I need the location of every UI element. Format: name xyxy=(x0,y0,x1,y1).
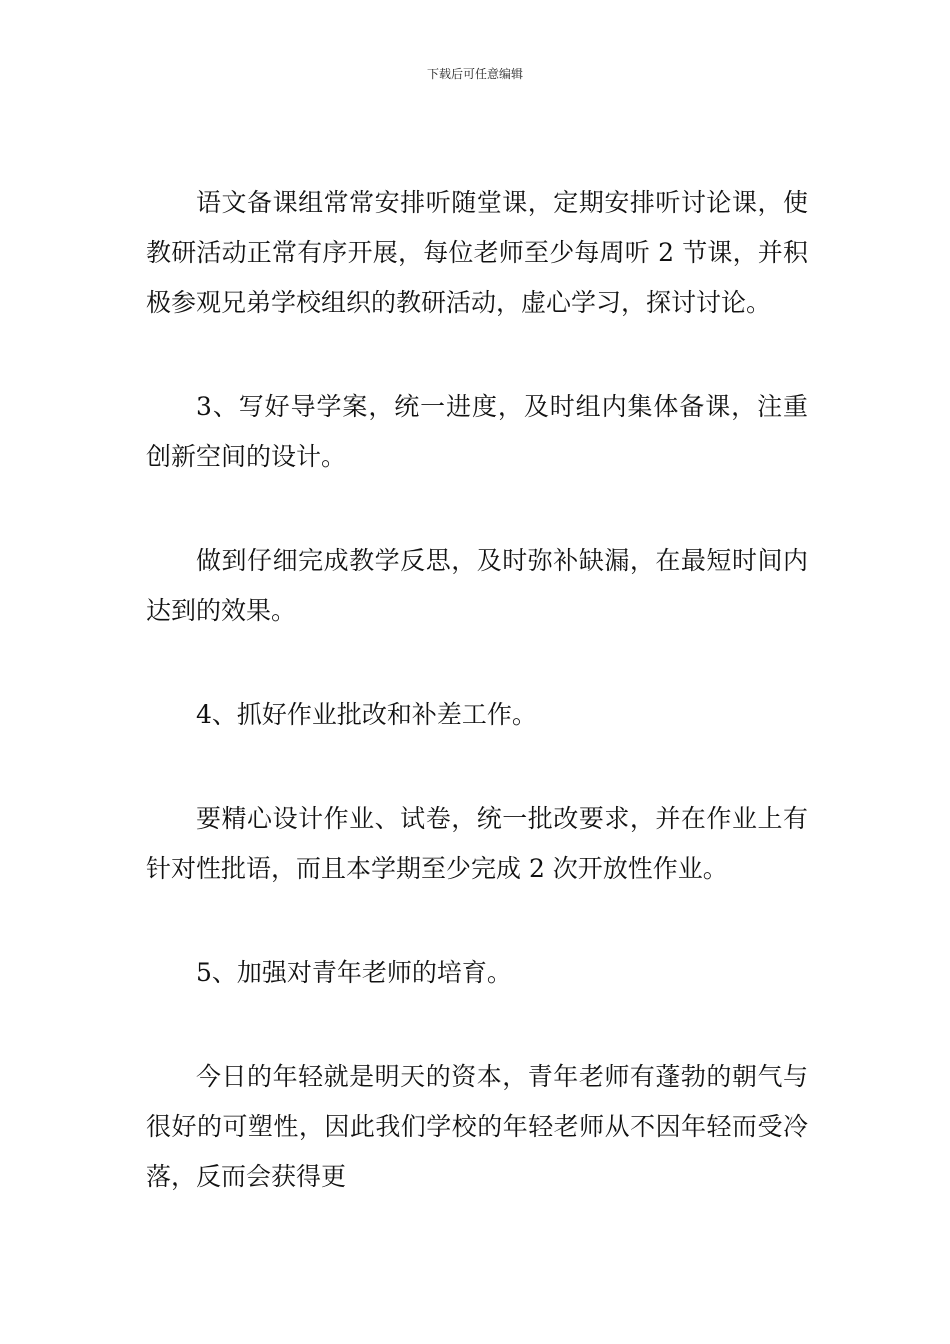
paragraph-6: 5、加强对青年老师的培育。 xyxy=(196,958,512,987)
document-body xyxy=(146,178,808,1202)
page-header: 下载后可任意编辑 xyxy=(426,67,523,81)
paragraph-3: 做到仔细完成教学反思，及时弥补缺漏，在最短时间内达到的效果。 xyxy=(146,546,808,625)
paragraph-2: 3、写好导学案，统一进度，及时组内集体备课，注重创新空间的设计。 xyxy=(146,392,808,471)
paragraph-4: 4、抓好作业批改和补差工作。 xyxy=(196,700,537,729)
paragraph-1: 语文备课组常常安排听随堂课，定期安排听讨论课，使教研活动正常有序开展，每位老师至少每周听 2 节课，并积极参观兄弟学校组织的教研活动，虚心学习，探讨讨论。 xyxy=(146,188,808,317)
paragraph-7: 今日的年轻就是明天的资本，青年老师有蓬勃的朝气与很好的可塑性，因此我们学校的年轻老师从不因年轻而受冷落，反而会获得更 xyxy=(146,1062,808,1191)
paragraph-5: 要精心设计作业、试卷，统一批改要求，并在作业上有针对性批语，而且本学期至少完成 2 次开放性作业。 xyxy=(146,804,808,883)
